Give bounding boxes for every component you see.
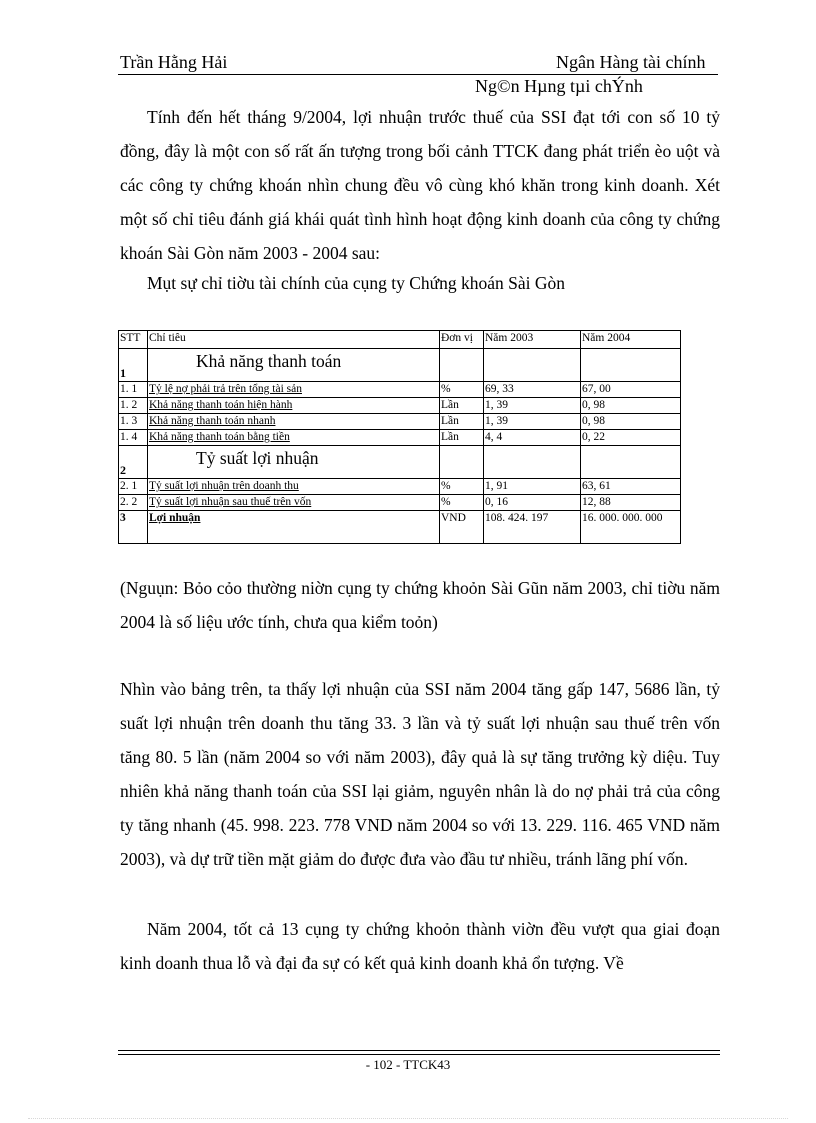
- analysis-paragraph: Nhìn vào bảng trên, ta thấy lợi nhuận của SSI năm 2004 tăng gấp 147, 5686 lần, tỷ suất lợi nhuận trên doanh thu tăng 33. 3 lần và tỷ suất lợi nhuận sau thuế trên vốn tăng 80. 5 lần (năm 2004 so với năm 2003), đây quả là sự tăng trưởng kỳ diệu. Tuy nhiên khả năng thanh toán của SSI lại giảm, nguyên nhân là do nợ phải trả của công ty tăng nhanh (45. 998. 223. 778 VND năm 2004 so với 13. 229. 116. 465 VND năm 2003), và dự trữ tiền mặt giảm do được đưa vào đầu tư nhiều, tránh lãng phí vốn.: [120, 679, 720, 869]
- table-cell-stt: 1. 3: [119, 414, 148, 430]
- table-cell-unit: Lần: [440, 414, 484, 430]
- table-cell-y2004: 0, 22: [581, 430, 681, 446]
- table-cell-y2004: 63, 61: [581, 479, 681, 495]
- table-cell-y2004: 0, 98: [581, 398, 681, 414]
- header-cell: STT: [119, 331, 148, 349]
- footer-rule-bottom: [118, 1054, 720, 1055]
- table-section-row: [119, 349, 681, 382]
- source-note: (Nguụn: Bỏo cỏo thường niờn cụng ty chứng khoỏn Sài Gũn năm 2003, chỉ tiờu năm 2004 là số liệu ước tính, chưa qua kiểm toỏn): [120, 578, 720, 632]
- table-row: [119, 495, 681, 511]
- table-cell-empty: [581, 349, 681, 382]
- header-cell: Năm 2003: [484, 331, 581, 349]
- table-cell-stt: 2. 2: [119, 495, 148, 511]
- table-cell-label: Khả năng thanh toán: [148, 349, 440, 382]
- header-cell: Đơn vị: [440, 331, 484, 349]
- table-cell-unit: %: [440, 382, 484, 398]
- table-cell-unit: Lần: [440, 430, 484, 446]
- header-rule: [118, 74, 718, 75]
- table-title: Mụt sự chỉ tiờu tài chính của cụng ty Chứng khoán Sài Gòn: [147, 273, 566, 293]
- table-cell-y2004: 0, 98: [581, 414, 681, 430]
- financial-table: [118, 330, 681, 544]
- table-cell-label: Tỷ suất lợi nhuận trên doanh thu: [148, 479, 440, 495]
- table-cell-label: Khả năng thanh toán bằng tiền: [148, 430, 440, 446]
- table-section-row: [119, 446, 681, 479]
- header-author: Trần Hằng Hải: [120, 52, 228, 72]
- table-cell-empty: [581, 446, 681, 479]
- table-cell-stt: 3: [119, 511, 148, 544]
- table-cell-y2004: 67, 00: [581, 382, 681, 398]
- table-cell-stt: 1. 1: [119, 382, 148, 398]
- table-cell-stt: 1: [119, 349, 148, 382]
- table-row: [119, 479, 681, 495]
- table-row: [119, 511, 681, 544]
- table-row: [119, 430, 681, 446]
- header-cell: Chỉ tiêu: [148, 331, 440, 349]
- page-footer: - 102 - TTCK43: [365, 1057, 451, 1072]
- header-subtitle: Ng©n Hµng tµi chÝnh: [475, 76, 643, 96]
- intro-paragraph: Tính đến hết tháng 9/2004, lợi nhuận trước thuế của SSI đạt tới con số 10 tỷ đồng, đây là một con số rất ấn tượng trong bối cảnh TTCK đang phát triển èo uột và các công ty chứng khoán nhìn chung đều vô cùng khó khăn trong kinh doanh. Xét một số chỉ tiêu đánh giá khái quát tình hình hoạt động kinh doanh của công ty chứng khoán Sài Gòn năm 2003 - 2004 sau:: [120, 107, 720, 263]
- table-cell-y2003: 69, 33: [484, 382, 581, 398]
- table-cell-stt: 1. 2: [119, 398, 148, 414]
- table-cell-stt: 2. 1: [119, 479, 148, 495]
- table-cell-unit: Lần: [440, 398, 484, 414]
- table-cell-y2003: 108. 424. 197: [484, 511, 581, 544]
- table-cell-label: Lợi nhuận: [148, 511, 440, 544]
- table-cell-label: Tỷ suất lợi nhuận: [148, 446, 440, 479]
- table-row: [119, 398, 681, 414]
- table-cell-y2004: 12, 88: [581, 495, 681, 511]
- table-cell-empty: [484, 446, 581, 479]
- table-cell-unit: %: [440, 479, 484, 495]
- table-cell-stt: 2: [119, 446, 148, 479]
- table-header-row: [119, 331, 681, 349]
- table-cell-unit: VND: [440, 511, 484, 544]
- table-cell-y2003: 1, 39: [484, 414, 581, 430]
- page-edge: [28, 1118, 788, 1119]
- table-cell-empty: [484, 349, 581, 382]
- table-cell-y2003: 0, 16: [484, 495, 581, 511]
- footer-rule-top: [118, 1050, 720, 1051]
- table-cell-y2003: 1, 91: [484, 479, 581, 495]
- header-subject: Ngân Hàng tài chính: [556, 52, 706, 72]
- table-cell-unit: %: [440, 495, 484, 511]
- table-row: [119, 382, 681, 398]
- table-row: [119, 414, 681, 430]
- table-cell-empty: [440, 349, 484, 382]
- table-cell-empty: [440, 446, 484, 479]
- table-cell-label: Tỷ suất lợi nhuận sau thuế trên vốn: [148, 495, 440, 511]
- table-cell-y2003: 1, 39: [484, 398, 581, 414]
- table-cell-label: Khả năng thanh toán nhanh: [148, 414, 440, 430]
- table-cell-y2003: 4, 4: [484, 430, 581, 446]
- closing-paragraph: Năm 2004, tốt cả 13 cụng ty chứng khoỏn thành viờn đều vượt qua giai đoạn kinh doanh thua lỗ và đại đa sự có kết quả kinh doanh khả ổn tượng. Về: [120, 919, 720, 973]
- table-cell-stt: 1. 4: [119, 430, 148, 446]
- table-cell-label: Khả năng thanh toán hiện hành: [148, 398, 440, 414]
- header-cell: Năm 2004: [581, 331, 681, 349]
- table-cell-y2004: 16. 000. 000. 000: [581, 511, 681, 544]
- table-cell-label: Tỷ lệ nợ phải trả trên tổng tài sản: [148, 382, 440, 398]
